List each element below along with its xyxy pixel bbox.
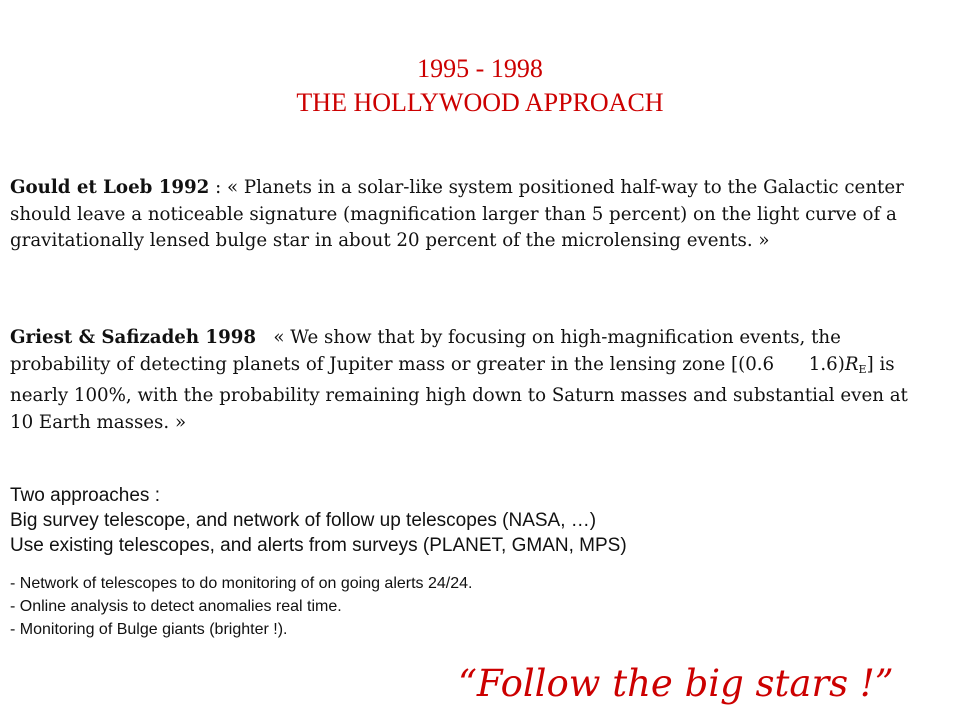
einstein-radius-symbol: R	[844, 353, 859, 375]
bullet-item: - Monitoring of Bulge giants (brighter !).	[10, 621, 288, 638]
griest-safizadeh-quote	[10, 325, 930, 436]
approach-line-2: Use existing telescopes, and alerts from surveys (PLANET, GMAN, MPS)	[10, 535, 627, 556]
citation-text: « We show that by focusing on high-magnification events, the probability of detecting planets of Jupiter mass or greater in the lensing zone [(0.6 1.6)	[10, 327, 847, 375]
gould-loeb-quote	[10, 175, 930, 255]
citation-text: : « Planets in a solar-like system positioned half-way to the Galactic center should leave a noticeable signature (magnification larger than 5 percent) on the light curve of a gravitationally lensed bulge star in about 20 percent of the microlensing events. »	[10, 177, 904, 251]
approaches-heading: Two approaches :	[10, 485, 160, 506]
bullet-item: - Online analysis to detect anomalies real time.	[10, 598, 342, 615]
slide-title: THE HOLLYWOOD APPROACH	[296, 88, 664, 117]
citation-author: Griest & Safizadeh 1998	[10, 327, 257, 348]
slogan-quote: “Follow the big stars !”	[458, 662, 894, 705]
slide-title-years: 1995 - 1998	[417, 54, 543, 83]
approach-line-1: Big survey telescope, and network of follow up telescopes (NASA, …)	[10, 510, 597, 531]
einstein-radius-subscript: E	[858, 362, 867, 376]
citation-author: Gould et Loeb 1992	[10, 177, 210, 198]
citation-text-end: ] is nearly 100%, with the probability remaining high down to Saturn masses and substantial even at 10 Earth masses. »	[10, 353, 908, 433]
bullet-item: - Network of telescopes to do monitoring of on going alerts 24/24.	[10, 575, 473, 592]
